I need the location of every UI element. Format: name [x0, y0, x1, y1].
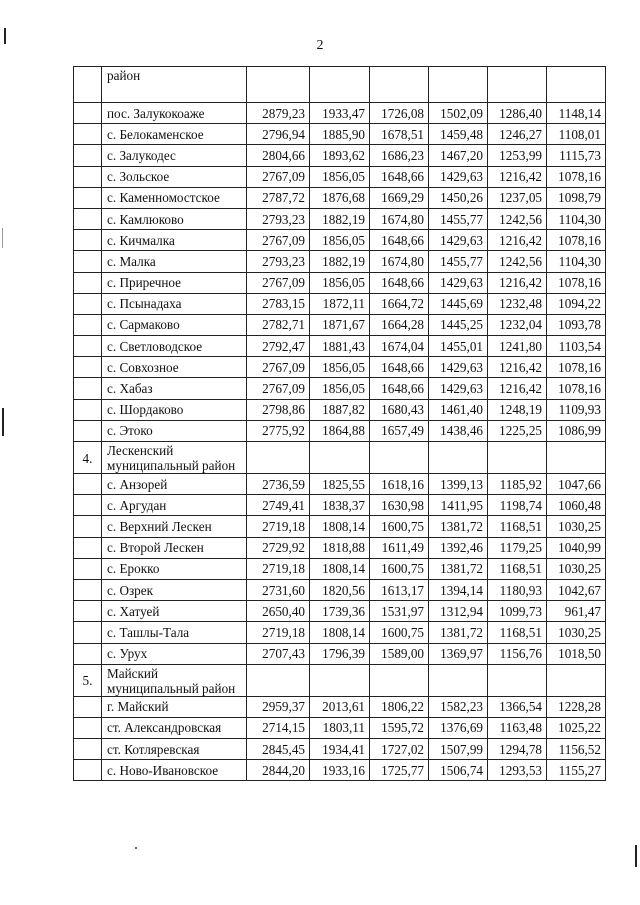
value-cell: 1040,99	[547, 537, 606, 558]
table-row	[74, 579, 606, 600]
value-cell: 2749,41	[247, 495, 310, 516]
value-cell: 1818,88	[310, 537, 370, 558]
value-cell: 1078,16	[547, 230, 606, 251]
value-cell	[247, 67, 310, 103]
settlement-name: с. Сармаково	[102, 314, 247, 335]
table-row	[74, 293, 606, 314]
value-cell: 1582,23	[429, 696, 488, 717]
table-row	[74, 187, 606, 208]
value-cell: 1461,40	[429, 399, 488, 420]
value-cell: 1179,25	[488, 537, 547, 558]
value-cell: 1838,37	[310, 495, 370, 516]
tariff-table	[73, 66, 606, 781]
index-cell	[74, 516, 102, 537]
value-cell	[370, 664, 429, 696]
index-cell	[74, 103, 102, 124]
value-cell: 2707,43	[247, 643, 310, 664]
value-cell: 2782,71	[247, 314, 310, 335]
value-cell: 1232,04	[488, 314, 547, 335]
value-cell: 1887,82	[310, 399, 370, 420]
value-cell: 1600,75	[370, 622, 429, 643]
value-cell: 1686,23	[370, 145, 429, 166]
value-cell: 2767,09	[247, 272, 310, 293]
value-cell: 1216,42	[488, 378, 547, 399]
value-cell: 1664,28	[370, 314, 429, 335]
value-cell: 1613,17	[370, 579, 429, 600]
value-cell: 1429,63	[429, 378, 488, 399]
table-row	[74, 378, 606, 399]
value-cell: 1648,66	[370, 166, 429, 187]
value-cell: 1429,63	[429, 272, 488, 293]
settlement-name: с. Ерокко	[102, 558, 247, 579]
value-cell: 1600,75	[370, 558, 429, 579]
table-row	[74, 760, 606, 781]
value-cell: 2719,18	[247, 622, 310, 643]
settlement-name: с. Приречное	[102, 272, 247, 293]
value-cell: 1796,39	[310, 643, 370, 664]
value-cell	[488, 442, 547, 474]
table-row	[74, 696, 606, 717]
value-cell: 961,47	[547, 601, 606, 622]
value-cell: 1078,16	[547, 166, 606, 187]
value-cell: 2719,18	[247, 516, 310, 537]
table-row	[74, 558, 606, 579]
table-row	[74, 103, 606, 124]
settlement-name: с. Ново-Ивановское	[102, 760, 247, 781]
value-cell: 1455,01	[429, 336, 488, 357]
settlement-name: ст. Александровская	[102, 717, 247, 738]
value-cell	[429, 67, 488, 103]
settlement-name: с. Кичмалка	[102, 230, 247, 251]
value-cell: 1450,26	[429, 187, 488, 208]
value-cell: 1856,05	[310, 378, 370, 399]
value-cell	[547, 664, 606, 696]
value-cell: 1225,25	[488, 420, 547, 441]
value-cell: 2767,09	[247, 166, 310, 187]
value-cell: 1933,47	[310, 103, 370, 124]
value-cell: 1294,78	[488, 739, 547, 760]
value-cell: 1155,27	[547, 760, 606, 781]
table-row	[74, 717, 606, 738]
index-cell	[74, 717, 102, 738]
value-cell: 1198,74	[488, 495, 547, 516]
table-body	[74, 67, 606, 781]
value-cell	[547, 67, 606, 103]
value-cell: 2783,15	[247, 293, 310, 314]
value-cell: 2845,45	[247, 739, 310, 760]
value-cell: 1078,16	[547, 272, 606, 293]
value-cell: 1103,54	[547, 336, 606, 357]
value-cell: 1246,27	[488, 124, 547, 145]
settlement-name: с. Верхний Лескен	[102, 516, 247, 537]
settlement-name: с. Совхозное	[102, 357, 247, 378]
value-cell: 1893,62	[310, 145, 370, 166]
value-cell: 1445,69	[429, 293, 488, 314]
value-cell: 1803,11	[310, 717, 370, 738]
value-cell: 1725,77	[370, 760, 429, 781]
value-cell	[547, 442, 606, 474]
value-cell: 1392,46	[429, 537, 488, 558]
value-cell: 1618,16	[370, 474, 429, 495]
value-cell: 1216,42	[488, 357, 547, 378]
value-cell	[429, 664, 488, 696]
value-cell: 1115,73	[547, 145, 606, 166]
value-cell: 1459,48	[429, 124, 488, 145]
value-cell: 2013,61	[310, 696, 370, 717]
value-cell: 2731,60	[247, 579, 310, 600]
settlement-name: г. Майский	[102, 696, 247, 717]
value-cell: 1885,90	[310, 124, 370, 145]
value-cell: 1429,63	[429, 357, 488, 378]
value-cell: 1664,72	[370, 293, 429, 314]
value-cell: 1648,66	[370, 230, 429, 251]
settlement-name: с. Урух	[102, 643, 247, 664]
value-cell: 1148,14	[547, 103, 606, 124]
index-cell	[74, 537, 102, 558]
settlement-name: с. Анзорей	[102, 474, 247, 495]
value-cell: 1078,16	[547, 357, 606, 378]
value-cell: 1680,43	[370, 399, 429, 420]
value-cell: 1674,80	[370, 251, 429, 272]
value-cell: 1648,66	[370, 357, 429, 378]
value-cell: 1445,25	[429, 314, 488, 335]
value-cell: 1589,00	[370, 643, 429, 664]
index-cell	[74, 474, 102, 495]
settlement-name: с. Озрек	[102, 579, 247, 600]
value-cell: 1727,02	[370, 739, 429, 760]
table-row	[74, 420, 606, 441]
index-cell	[74, 166, 102, 187]
value-cell	[370, 442, 429, 474]
value-cell: 1312,94	[429, 601, 488, 622]
value-cell: 2793,23	[247, 251, 310, 272]
settlement-name: с. Аргудан	[102, 495, 247, 516]
table-row	[74, 601, 606, 622]
settlement-name: пос. Залукокоаже	[102, 103, 247, 124]
value-cell: 1872,11	[310, 293, 370, 314]
table-row	[74, 739, 606, 760]
table-row	[74, 251, 606, 272]
value-cell: 1438,46	[429, 420, 488, 441]
index-cell	[74, 67, 102, 103]
value-cell: 1108,01	[547, 124, 606, 145]
value-cell: 1674,04	[370, 336, 429, 357]
value-cell: 1856,05	[310, 166, 370, 187]
value-cell: 2650,40	[247, 601, 310, 622]
table-row-continued	[74, 67, 606, 103]
index-cell	[74, 643, 102, 664]
value-cell: 1286,40	[488, 103, 547, 124]
value-cell: 1882,19	[310, 208, 370, 229]
value-cell: 1216,42	[488, 272, 547, 293]
value-cell	[247, 664, 310, 696]
value-cell: 1093,78	[547, 314, 606, 335]
margin-mark	[2, 408, 4, 436]
index-cell	[74, 187, 102, 208]
value-cell: 1232,48	[488, 293, 547, 314]
index-cell	[74, 579, 102, 600]
district-header-row	[74, 664, 606, 696]
index-cell	[74, 124, 102, 145]
value-cell: 1669,29	[370, 187, 429, 208]
index-cell	[74, 739, 102, 760]
table-row	[74, 474, 606, 495]
value-cell: 1086,99	[547, 420, 606, 441]
value-cell: 1369,97	[429, 643, 488, 664]
index-cell	[74, 208, 102, 229]
value-cell: 1600,75	[370, 516, 429, 537]
value-cell	[370, 67, 429, 103]
value-cell: 1820,56	[310, 579, 370, 600]
value-cell: 1825,55	[310, 474, 370, 495]
index-cell	[74, 601, 102, 622]
table-row	[74, 314, 606, 335]
value-cell: 1934,41	[310, 739, 370, 760]
value-cell: 1099,73	[488, 601, 547, 622]
settlement-name: с. Камлюково	[102, 208, 247, 229]
settlement-name: с. Хатуей	[102, 601, 247, 622]
value-cell: 1168,51	[488, 516, 547, 537]
value-cell: 2767,09	[247, 378, 310, 399]
table-row	[74, 124, 606, 145]
value-cell: 1098,79	[547, 187, 606, 208]
district-continued-label: район	[102, 67, 247, 103]
margin-mark	[635, 845, 637, 867]
table-row	[74, 357, 606, 378]
value-cell: 2719,18	[247, 558, 310, 579]
value-cell: 2792,47	[247, 336, 310, 357]
value-cell: 1042,67	[547, 579, 606, 600]
value-cell: 1657,49	[370, 420, 429, 441]
value-cell: 1882,19	[310, 251, 370, 272]
value-cell: 1228,28	[547, 696, 606, 717]
value-cell: 1531,97	[370, 601, 429, 622]
table-row	[74, 336, 606, 357]
index-cell	[74, 272, 102, 293]
value-cell: 2775,92	[247, 420, 310, 441]
index-cell	[74, 145, 102, 166]
value-cell: 1429,63	[429, 166, 488, 187]
stray-dot	[135, 847, 137, 849]
value-cell: 1018,50	[547, 643, 606, 664]
table-row	[74, 145, 606, 166]
value-cell: 1216,42	[488, 166, 547, 187]
table-row	[74, 495, 606, 516]
value-cell: 2844,20	[247, 760, 310, 781]
settlement-name: с. Псынадаха	[102, 293, 247, 314]
value-cell: 2879,23	[247, 103, 310, 124]
district-title: Майский муниципальный район	[102, 664, 247, 696]
value-cell: 2787,72	[247, 187, 310, 208]
settlement-name: с. Шордаково	[102, 399, 247, 420]
value-cell: 1381,72	[429, 622, 488, 643]
district-header-row	[74, 442, 606, 474]
value-cell: 1726,08	[370, 103, 429, 124]
value-cell: 1808,14	[310, 558, 370, 579]
value-cell: 1047,66	[547, 474, 606, 495]
value-cell: 1678,51	[370, 124, 429, 145]
index-cell	[74, 378, 102, 399]
value-cell	[488, 664, 547, 696]
value-cell: 2736,59	[247, 474, 310, 495]
index-cell	[74, 622, 102, 643]
table-row	[74, 166, 606, 187]
value-cell: 1168,51	[488, 622, 547, 643]
value-cell: 1163,48	[488, 717, 547, 738]
value-cell: 1241,80	[488, 336, 547, 357]
value-cell: 1104,30	[547, 208, 606, 229]
district-index: 4.	[74, 442, 102, 474]
value-cell: 1060,48	[547, 495, 606, 516]
value-cell: 1455,77	[429, 251, 488, 272]
settlement-name: с. Малка	[102, 251, 247, 272]
value-cell: 1856,05	[310, 230, 370, 251]
settlement-name: с. Залукодес	[102, 145, 247, 166]
value-cell: 1399,13	[429, 474, 488, 495]
value-cell: 1156,52	[547, 739, 606, 760]
index-cell	[74, 336, 102, 357]
settlement-name: с. Хабаз	[102, 378, 247, 399]
value-cell: 1429,63	[429, 230, 488, 251]
value-cell: 1455,77	[429, 208, 488, 229]
settlement-name: с. Белокаменское	[102, 124, 247, 145]
value-cell: 2793,23	[247, 208, 310, 229]
value-cell: 1030,25	[547, 516, 606, 537]
value-cell: 1293,53	[488, 760, 547, 781]
value-cell: 1237,05	[488, 187, 547, 208]
index-cell	[74, 420, 102, 441]
value-cell: 1156,76	[488, 643, 547, 664]
value-cell: 1630,98	[370, 495, 429, 516]
value-cell: 1168,51	[488, 558, 547, 579]
value-cell: 1808,14	[310, 622, 370, 643]
value-cell: 1109,93	[547, 399, 606, 420]
table-row	[74, 208, 606, 229]
value-cell	[247, 442, 310, 474]
value-cell: 2798,86	[247, 399, 310, 420]
settlement-name: с. Второй Лескен	[102, 537, 247, 558]
settlement-name: с. Этоко	[102, 420, 247, 441]
value-cell: 2767,09	[247, 230, 310, 251]
value-cell: 1876,68	[310, 187, 370, 208]
value-cell: 1595,72	[370, 717, 429, 738]
index-cell	[74, 230, 102, 251]
index-cell	[74, 399, 102, 420]
value-cell: 1806,22	[370, 696, 429, 717]
value-cell: 1933,16	[310, 760, 370, 781]
value-cell: 1248,19	[488, 399, 547, 420]
value-cell: 1104,30	[547, 251, 606, 272]
value-cell: 2796,94	[247, 124, 310, 145]
value-cell: 1611,49	[370, 537, 429, 558]
settlement-name: ст. Котляревская	[102, 739, 247, 760]
table-row	[74, 537, 606, 558]
value-cell	[429, 442, 488, 474]
value-cell: 1674,80	[370, 208, 429, 229]
value-cell	[310, 442, 370, 474]
value-cell: 1856,05	[310, 357, 370, 378]
index-cell	[74, 314, 102, 335]
page-number: 2	[316, 38, 324, 53]
value-cell: 1808,14	[310, 516, 370, 537]
value-cell: 1411,95	[429, 495, 488, 516]
value-cell: 1381,72	[429, 516, 488, 537]
value-cell: 2767,09	[247, 357, 310, 378]
margin-mark	[2, 228, 3, 248]
index-cell	[74, 495, 102, 516]
value-cell: 1216,42	[488, 230, 547, 251]
value-cell: 1185,92	[488, 474, 547, 495]
index-cell	[74, 696, 102, 717]
value-cell: 1648,66	[370, 378, 429, 399]
index-cell	[74, 293, 102, 314]
value-cell: 1030,25	[547, 622, 606, 643]
settlement-name: с. Светловодское	[102, 336, 247, 357]
index-cell	[74, 760, 102, 781]
table-row	[74, 622, 606, 643]
index-cell	[74, 357, 102, 378]
value-cell: 1180,93	[488, 579, 547, 600]
value-cell: 1094,22	[547, 293, 606, 314]
value-cell: 1394,14	[429, 579, 488, 600]
value-cell: 2804,66	[247, 145, 310, 166]
value-cell	[310, 67, 370, 103]
value-cell: 1881,43	[310, 336, 370, 357]
value-cell: 1871,67	[310, 314, 370, 335]
table-row	[74, 230, 606, 251]
table-row	[74, 516, 606, 537]
district-title: Лескенский муниципальный район	[102, 442, 247, 474]
settlement-name: с. Зольское	[102, 166, 247, 187]
value-cell: 1467,20	[429, 145, 488, 166]
value-cell: 1366,54	[488, 696, 547, 717]
value-cell: 1648,66	[370, 272, 429, 293]
value-cell: 1506,74	[429, 760, 488, 781]
index-cell	[74, 251, 102, 272]
value-cell: 1381,72	[429, 558, 488, 579]
table-row	[74, 272, 606, 293]
district-index: 5.	[74, 664, 102, 696]
value-cell: 1025,22	[547, 717, 606, 738]
value-cell: 1253,99	[488, 145, 547, 166]
value-cell: 1078,16	[547, 378, 606, 399]
table-row	[74, 643, 606, 664]
value-cell: 1030,25	[547, 558, 606, 579]
value-cell: 1856,05	[310, 272, 370, 293]
value-cell: 2729,92	[247, 537, 310, 558]
value-cell	[488, 67, 547, 103]
settlement-name: с. Ташлы-Тала	[102, 622, 247, 643]
value-cell: 1242,56	[488, 208, 547, 229]
value-cell: 1502,09	[429, 103, 488, 124]
value-cell	[310, 664, 370, 696]
value-cell: 2714,15	[247, 717, 310, 738]
value-cell: 1242,56	[488, 251, 547, 272]
value-cell: 2959,37	[247, 696, 310, 717]
value-cell: 1864,88	[310, 420, 370, 441]
index-cell	[74, 558, 102, 579]
settlement-name: с. Каменномостское	[102, 187, 247, 208]
value-cell: 1507,99	[429, 739, 488, 760]
table-row	[74, 399, 606, 420]
value-cell: 1376,69	[429, 717, 488, 738]
value-cell: 1739,36	[310, 601, 370, 622]
